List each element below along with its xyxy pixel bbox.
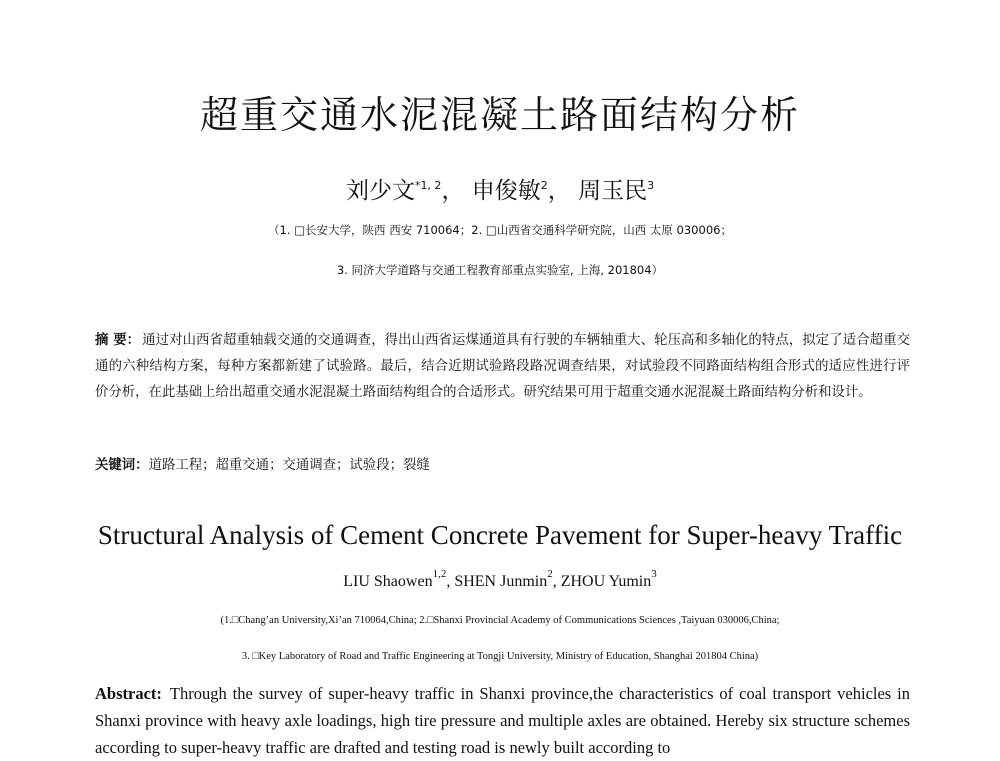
authors-cn [0, 172, 1000, 205]
keywords-cn [95, 454, 910, 473]
affiliation-en-line-2: 3. □Key Laboratory of Road and Traffic Engineering at Tongji University, Ministry of Education, Shanghai 201804 China) [241, 651, 759, 662]
affiliation-en-line-1: (1.□Chang’an University,Xi’an 710064,China; 2.□Shanxi Provincial Academy of Communications Sciences ,Taiyuan 030006,China; [220, 615, 780, 626]
affiliation-cn-line-2: 3. 同济大学道路与交通工程教育部重点实验室, 上海, 201804） [336, 263, 664, 277]
abstract-en-label: Abstract: [95, 684, 162, 703]
abstract-cn [95, 328, 910, 406]
author-cn-1: 刘少文$^{*1, 2}$， [345, 178, 465, 204]
author-en-1: LIU Shaowen$^{1,2}$, [343, 568, 455, 590]
abstract-cn-label: 摘 要： [95, 333, 141, 348]
keywords-cn-label: 关键词： [95, 458, 149, 473]
paper-title-en: Structural Analysis of Cement Concrete Pavement for Super-heavy Traffic [97, 520, 903, 550]
author-en-3: ZHOU Yumin$^3$ [560, 568, 657, 590]
paper-title-cn: 超重交通水泥混凝土路面结构分析 [199, 93, 800, 137]
author-cn-3: 周玉民$^3$ [578, 178, 655, 204]
affiliation-cn-line-1: （1. □长安大学，陕西 西安 710064；2. □山西省交通科学研究院，山西 太原 030006； [268, 223, 732, 237]
author-en-2: SHEN Junmin$^2$, [454, 568, 561, 590]
abstract-cn-text: 通过对山西省超重轴载交通的交通调查，得出山西省运煤通道具有行驶的车辆轴重大、轮压高和多轴化的特点，拟定了适合超重交通的六种结构方案，每种方案都新建了试验路。最后，结合近期试验路段路况调查结果，对试验段不同路面结构组合形式的适应性进行评价分析，在此基础上给出超重交通水泥混凝土路面结构组合的合适形式。研究结果可用于超重交通水泥混凝土路面结构分析和设计。 [95, 333, 910, 400]
abstract-en [95, 680, 910, 761]
abstract-en-text: Through the survey of super-heavy traffic in Shanxi province,the characteristics of coal transport vehicles in Shanxi province with heavy axle loadings, high tire pressure and multiple axles are obtained. Hereby six structure schemes according to super-heavy traffic are drafted and testing road is newly built according to [95, 684, 910, 757]
keywords-cn-text: 道路工程；超重交通；交通调查；试验段；裂缝 [148, 458, 430, 473]
authors-en [0, 568, 1000, 591]
author-cn-2: 申俊敏$^2$， [471, 178, 571, 204]
